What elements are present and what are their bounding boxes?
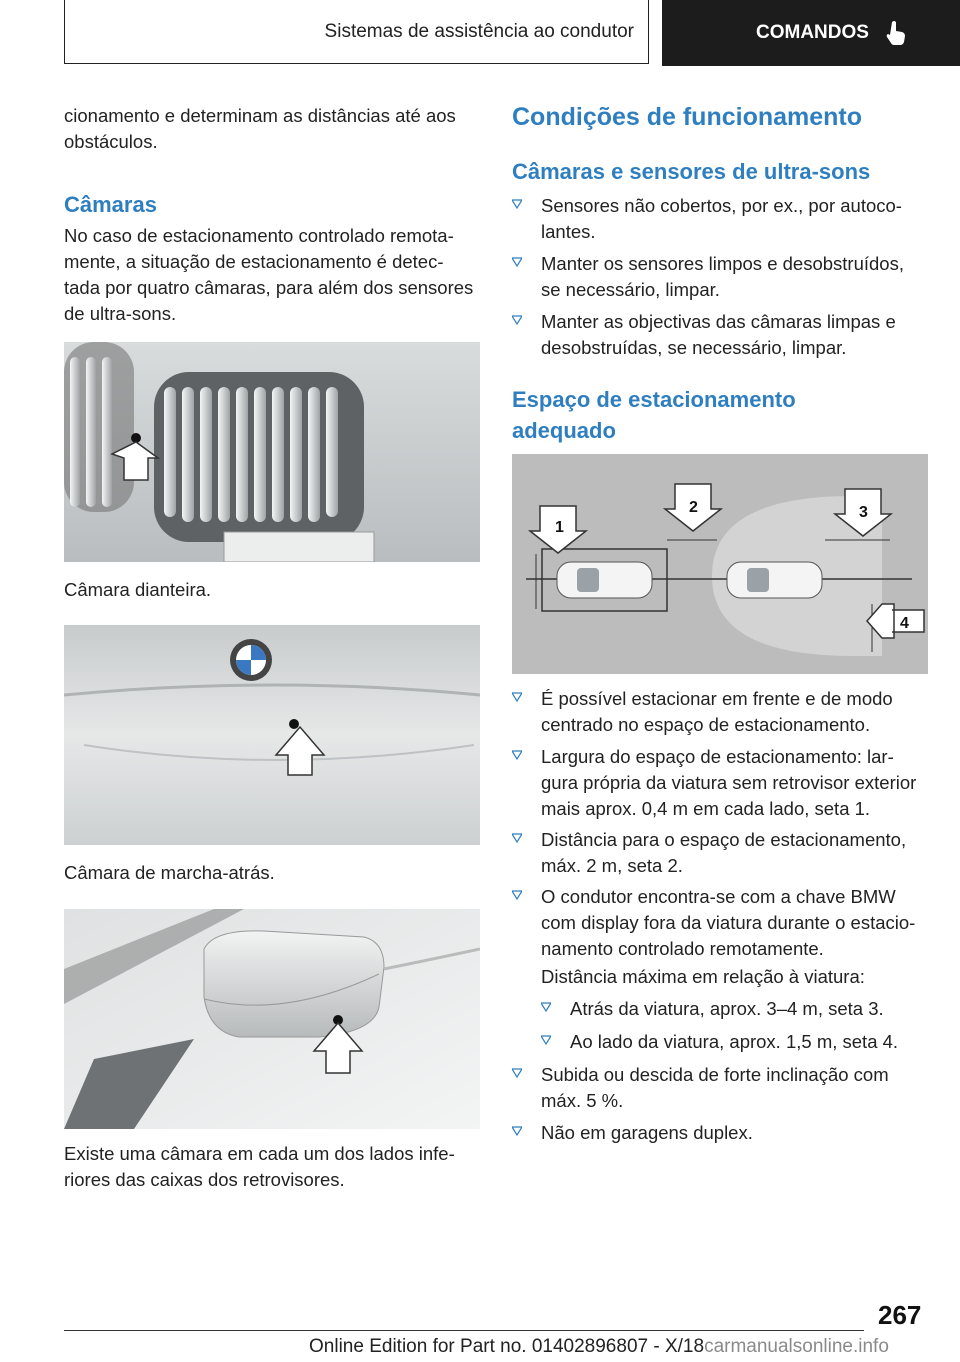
list-item: É possível estacionar em frente e de modo centrado no espaço de estacionamento.	[512, 686, 932, 738]
list-item: Largura do espaço de estacionamento: lar- gura própria da viatura sem retrovisor exterior mais aprox. 0,4 m em cada lado, seta 1.	[512, 744, 932, 822]
diagram-label-1: 1	[555, 519, 564, 536]
triangle-bullet-icon	[512, 257, 522, 267]
triangle-bullet-icon	[541, 1035, 551, 1045]
triangle-bullet-icon	[512, 833, 522, 843]
triangle-bullet-icon	[512, 1068, 522, 1078]
triangle-bullet-icon	[512, 1126, 522, 1136]
list-item: Manter as objectivas das câmaras limpas e desobstruídas, se necessário, limpar.	[512, 309, 932, 361]
rear-camera-caption: Câmara de marcha-atrás.	[64, 862, 275, 883]
triangle-bullet-icon	[541, 1002, 551, 1012]
triangle-bullet-icon	[512, 315, 522, 325]
diagram-label-2: 2	[689, 499, 698, 516]
section-title: Condições de funcionamento	[512, 103, 863, 131]
sub-list-item: Atrás da viatura, aprox. 3–4 m, seta 3.	[541, 996, 931, 1022]
header-section-title: Sistemas de assistência ao condutor	[64, 0, 649, 64]
front-camera-caption: Câmara dianteira.	[64, 579, 212, 600]
subheading-parking-space: Espaço de estacionamento adequado	[512, 387, 796, 443]
subheading-sensors: Câmaras e sensores de ultra-sons	[512, 159, 871, 184]
triangle-bullet-icon	[512, 750, 522, 760]
intro-paragraph: cionamento e determinam as distâncias até aos obstáculos.	[64, 105, 456, 152]
max-distance-text: Distância máxima em relação à viatura:	[541, 966, 865, 987]
list-item: Sensores não cobertos, por ex., por autoco- lantes.	[512, 193, 932, 245]
sub-list-item: Ao lado da viatura, aprox. 1,5 m, seta 4.	[541, 1029, 931, 1055]
footer-edition: Online Edition for Part no. 01402896807 - X/18carmanualsonline.info	[309, 1336, 889, 1357]
diagram-label-3: 3	[859, 504, 868, 521]
triangle-bullet-icon	[512, 199, 522, 209]
list-item: Subida ou descida de forte inclinação com máx. 5 %.	[512, 1062, 932, 1114]
mirror-camera-image	[64, 909, 480, 1129]
parking-space-diagram	[512, 454, 928, 674]
mirror-camera-caption: Existe uma câmara em cada um dos lados infe- riores das caixas dos retrovisores.	[64, 1143, 455, 1190]
cameras-paragraph: No caso de estacionamento controlado remota- mente, a situação de estacionamento é detec- tada por quatro câmaras, para além dos sensores de ultra-sons.	[64, 225, 474, 324]
watermark: carmanualsonline.info	[704, 1336, 889, 1357]
list-item: Manter os sensores limpos e desobstruídos, se necessário, limpar.	[512, 251, 932, 303]
hand-pointer-icon	[885, 20, 907, 46]
triangle-bullet-icon	[512, 692, 522, 702]
diagram-label-4: 4	[900, 615, 909, 632]
front-camera-image	[64, 342, 480, 562]
list-item: Não em garagens duplex.	[512, 1120, 932, 1146]
footer-divider	[64, 1330, 864, 1331]
header-chapter: COMANDOS	[662, 0, 960, 66]
list-item: O condutor encontra-se com a chave BMW com display fora da viatura durante o estacio- namento controlado remotamente.	[512, 884, 932, 962]
cameras-heading: Câmaras	[64, 192, 157, 217]
page-number: 267	[878, 1300, 922, 1330]
list-item: Distância para o espaço de estacionamento, máx. 2 m, seta 2.	[512, 827, 932, 879]
triangle-bullet-icon	[512, 890, 522, 900]
rear-camera-image	[64, 625, 480, 845]
